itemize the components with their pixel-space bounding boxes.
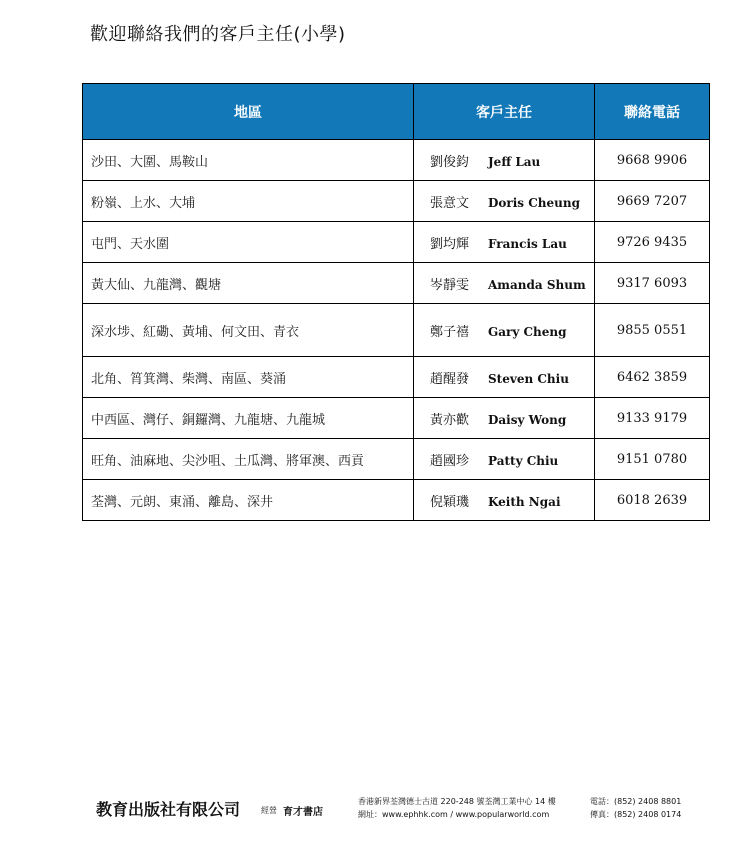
manager-name-zh: 鄭子禧 [430, 324, 470, 340]
region-cell: 旺角、油麻地、尖沙咀、土瓜灣、將軍澳、西貢 [83, 439, 414, 480]
table-row [83, 439, 710, 480]
manager-name-en: Jeff Lau [488, 154, 541, 169]
manager-name-zh: 趙國珍 [430, 453, 470, 469]
region-cell: 沙田、大圍、馬鞍山 [83, 140, 414, 181]
footer-fax: 傳真：(852) 2408 0174 [590, 810, 682, 819]
manager-name-en: Steven Chiu [488, 371, 569, 386]
table-header-row [83, 84, 710, 140]
manager-cell [414, 398, 595, 439]
header-phone: 聯絡電話 [595, 84, 710, 140]
footer-address: 香港新界荃灣德士古道 220-248 號荃灣工業中心 14 樓 [358, 797, 556, 806]
phone-cell: 6462 3859 [595, 357, 710, 398]
region-cell: 黃大仙、九龍灣、觀塘 [83, 263, 414, 304]
table-row [83, 263, 710, 304]
footer-company-name: 教育出版社有限公司 [96, 800, 241, 819]
page-title: 歡迎聯絡我們的客戶主任(小學) [90, 24, 346, 45]
phone-cell: 9669 7207 [595, 181, 710, 222]
manager-cell [414, 439, 595, 480]
region-cell: 深水埗、紅磡、黃埔、何文田、青衣 [83, 304, 414, 357]
manager-cell [414, 357, 595, 398]
manager-name-en: Gary Cheng [488, 324, 567, 339]
region-cell: 荃灣、元朗、東涌、離島、深井 [83, 480, 414, 521]
manager-name-en: Patty Chiu [488, 453, 559, 468]
footer-manage-label: 經營 [261, 806, 277, 815]
phone-cell: 9668 9906 [595, 140, 710, 181]
manager-name-en: Keith Ngai [488, 494, 561, 509]
region-cell: 屯門、天水圍 [83, 222, 414, 263]
header-manager: 客戶主任 [414, 84, 595, 140]
table-row [83, 181, 710, 222]
phone-cell: 9726 9435 [595, 222, 710, 263]
table-row [83, 304, 710, 357]
phone-cell: 9133 9179 [595, 398, 710, 439]
table-row [83, 398, 710, 439]
manager-cell [414, 304, 595, 357]
manager-name-zh: 岑靜雯 [430, 277, 470, 293]
manager-name-en: Amanda Shum [488, 277, 586, 292]
footer-phone: 電話：(852) 2408 8801 [590, 797, 682, 806]
manager-name-en: Doris Cheung [488, 195, 580, 210]
table-row [83, 480, 710, 521]
manager-name-zh: 趙醒發 [430, 371, 470, 387]
footer-address-block [358, 795, 556, 821]
manager-name-zh: 黃亦歡 [430, 412, 470, 428]
header-region: 地區 [83, 84, 414, 140]
region-cell: 粉嶺、上水、大埔 [83, 181, 414, 222]
region-cell: 中西區、灣仔、銅鑼灣、九龍塘、九龍城 [83, 398, 414, 439]
phone-cell: 9855 0551 [595, 304, 710, 357]
manager-cell [414, 181, 595, 222]
manager-cell [414, 140, 595, 181]
phone-cell: 9151 0780 [595, 439, 710, 480]
table-row [83, 140, 710, 181]
contact-table [82, 83, 710, 521]
manager-name-zh: 劉俊鈞 [430, 154, 470, 170]
phone-cell: 9317 6093 [595, 263, 710, 304]
footer-contact-block [590, 795, 681, 821]
table-row [83, 357, 710, 398]
manager-name-zh: 張意文 [430, 195, 470, 211]
manager-name-en: Francis Lau [488, 236, 567, 251]
footer [96, 793, 696, 823]
region-cell: 北角、筲箕灣、柴灣、南區、葵涌 [83, 357, 414, 398]
manager-name-zh: 倪穎璣 [430, 494, 470, 510]
phone-cell: 6018 2639 [595, 480, 710, 521]
manager-cell [414, 263, 595, 304]
manager-name-en: Daisy Wong [488, 412, 567, 427]
table-row [83, 222, 710, 263]
manager-cell [414, 222, 595, 263]
footer-bookstore-name: 育才書店 [283, 807, 323, 818]
manager-cell [414, 480, 595, 521]
footer-website[interactable]: 網址：www.ephhk.com / www.popularworld.com [358, 810, 550, 819]
manager-name-zh: 劉均輝 [430, 236, 470, 252]
